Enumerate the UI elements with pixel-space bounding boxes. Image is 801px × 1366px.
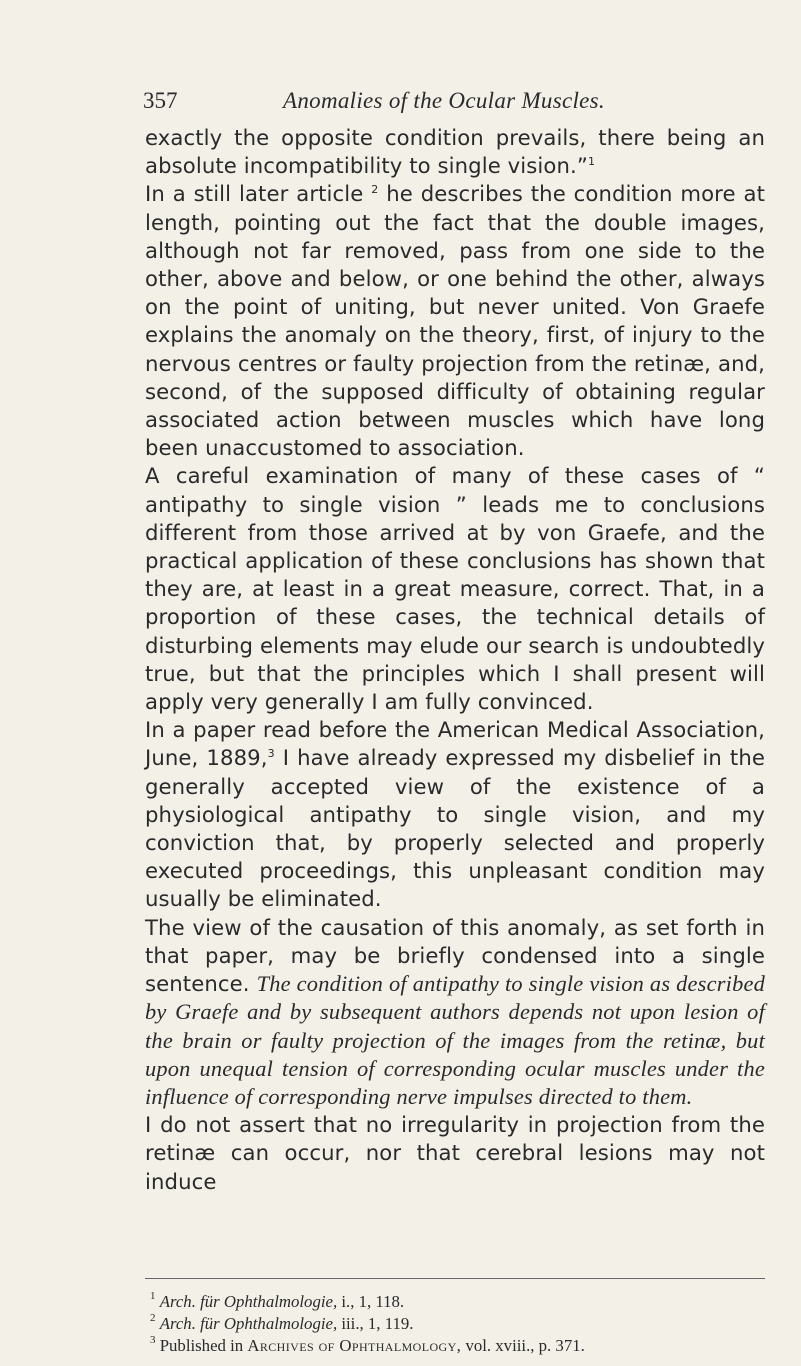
text-run: In a still later article	[145, 181, 372, 207]
running-head	[143, 88, 763, 118]
paragraph-p2	[145, 180, 765, 462]
footnote-journal: Arch. für Ophthalmologie,	[159, 1314, 338, 1333]
text-run: exactly the opposite condition prevails, there being an absolute incompatibility to single vision.”	[145, 125, 765, 179]
text-run: I have already expressed my disbelief in the generally accepted view of the existence of a physiological antipathy to single vision, and my conviction that, by properly selected and properly executed proceedings, this unpleasant condition may usually be eliminated.	[145, 745, 765, 912]
footnote-mark: 1	[150, 1290, 156, 1302]
footnote-reference: 2	[371, 183, 379, 197]
footnote-reference: 3	[267, 747, 275, 761]
paragraph-p3	[145, 462, 765, 716]
footnote-divider	[145, 1278, 765, 1279]
paragraph-p6	[145, 1111, 765, 1196]
paragraph-p5	[145, 914, 765, 1111]
page-number: 357	[143, 88, 178, 113]
footnote-mark: 2	[150, 1312, 156, 1324]
footnote-citation: vol. xviii., p. 371.	[461, 1336, 585, 1355]
paragraph-p1	[145, 124, 765, 180]
paragraph-p4	[145, 716, 765, 913]
text-run: In a paper read before the American Medical Association, June, 1889,	[145, 717, 765, 771]
footnote-journal: Arch. für Ophthalmologie,	[159, 1292, 338, 1311]
footnote-citation: i., 1, 118.	[337, 1292, 405, 1311]
running-title: Anomalies of the Ocular Muscles.	[283, 88, 605, 113]
text-run: he describes the condition more at length, pointing out the fact that the double images, although not far removed, pass from one side to the other, above and below, or one behind the other, always on the point of uniting, but never united. Von Graefe explains the anomaly on the theory, first, of injury to the nervous centres or faulty projection from the retinæ, and, second, of the supposed difficulty of obtaining regular associated action between muscles which have long been unaccustomed to association.	[145, 181, 765, 461]
footnote-citation: iii., 1, 119.	[337, 1314, 414, 1333]
footnote-2	[150, 1313, 770, 1335]
text-run: The view of the causation of this anomaly, as set forth in that paper, may be briefly condensed into a single sentence.	[145, 914, 765, 997]
footnote-reference: 1	[587, 155, 596, 169]
body-text	[145, 124, 765, 1196]
footnote-1	[150, 1291, 770, 1313]
footnote-text: Published in	[159, 1336, 248, 1355]
italic-statement: The condition of antipathy to single vision as described by Graefe and by subsequent authors depends not upon lesion of the brain or faulty projection of the images from the retinæ, but upon unequal tension of corresponding ocular muscles under the influence of corresponding nerve impulses directed to them.	[145, 971, 765, 1109]
footnote-mark: 3	[150, 1334, 156, 1346]
footnote-journal: Archives of Ophthalmology,	[247, 1336, 462, 1355]
footnotes	[150, 1291, 770, 1357]
footnote-3	[150, 1335, 770, 1357]
text-run: A careful examination of many of these cases of “ antipathy to single vision ” leads me to conclusions different from those arrived at by von Graefe, and the practical application of these conclusions has shown that they are, at least in a great measure, correct. That, in a proportion of these cases, the technical details of disturbing elements may elude our search is undoubtedly true, but that the principles which I shall present will apply very generally I am fully convinced.	[145, 463, 765, 715]
text-run: I do not assert that no irregularity in projection from the retinæ can occur, nor that cerebral lesions may not induce	[145, 1112, 765, 1194]
